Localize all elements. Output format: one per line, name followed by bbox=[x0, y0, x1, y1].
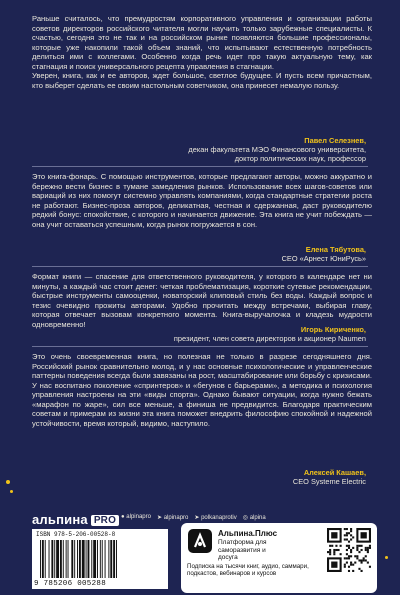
quote-3-text: Формат книги — спасение для ответственного руководителя, у которого в календаре нет ни минуты, а каждый час стоит денег: четкая проблематизация, короткие сутевые рекомендации, быстрые инструменты самооценки, новаторский клиповый стиль без воды. Каждый вопрос и тезис очевидно прожиты авторами. Удобно прочитать между встречами, выбирая главу, которая отвечает вызовам конкретного момента. Книга-выручалочка и кладезь мудрости одновременно! bbox=[32, 272, 372, 329]
instagram-handle: ◎ alpina bbox=[242, 515, 266, 521]
social-links bbox=[121, 514, 266, 521]
signature-2-name: Елена Тябутова, bbox=[305, 245, 366, 254]
barcode-number: 9 785206 005288 bbox=[34, 580, 107, 588]
isbn-text: ISBN 978-5-206-00528-8 bbox=[36, 531, 116, 538]
divider bbox=[32, 346, 368, 347]
alpina-plus-subtitle: Платформа для саморазвития и досуга bbox=[218, 539, 267, 561]
divider bbox=[32, 166, 368, 167]
decorative-dot bbox=[10, 490, 13, 493]
alpina-plus-title: Альпина.Плюс bbox=[218, 529, 278, 538]
decorative-dot bbox=[385, 556, 388, 559]
signature-2-role-1: CEO «Арнест ЮниРусь» bbox=[281, 254, 366, 264]
alpina-plus-card bbox=[181, 523, 377, 593]
alpina-plus-description: Подписка на тысячи книг, аудио, саммари, подкастов, вебинаров и курсов bbox=[187, 563, 309, 578]
signature-1-role-2: доктор политических наук, профессор bbox=[234, 154, 366, 164]
signature-1 bbox=[188, 136, 366, 164]
barcode bbox=[32, 529, 168, 589]
publisher-badge: PRO bbox=[91, 515, 119, 526]
signature-4-name: Алексей Кашаев, bbox=[303, 468, 366, 477]
quote-1-text-2: Уверен, книга, как и ее авторов, ждет большое, светлое будущее. И пусть всем причастным, кто выберет сделать ее своим настольным советчиком, она принесет немалую пользу. bbox=[32, 71, 372, 90]
signature-3 bbox=[174, 325, 366, 343]
publisher-logo bbox=[32, 512, 119, 527]
vk-handle: ● alpinapro bbox=[121, 514, 151, 520]
quote-4 bbox=[32, 352, 372, 428]
signature-3-role-1: президент, член совета директоров и акционер Naumen bbox=[173, 334, 366, 344]
quote-2 bbox=[32, 172, 372, 229]
signature-3-name: Игорь Кириченко, bbox=[300, 325, 366, 334]
publisher-name: альпина bbox=[32, 512, 88, 527]
telegram-handle: ➤ polkanaprotiv bbox=[194, 515, 237, 521]
signature-4-role-1: CEO Systeme Electric bbox=[292, 477, 366, 487]
quote-2-text: Это книга-фонарь. С помощью инструментов, которые предлагают авторы, можно аккуратно и бережно вести бизнес в тумане замедления рынков. Использование всех шагов-советов или вариаций из них помогут системно управлять компаниями, когда стандартные стратегии роста не работают. Бизнес-проза авторов, деликатная, честная и сдержанная, даст руководителю редкий бонус: спокойствие, с которого и начинается движение. Эта книга не учит побеждать — она учит оставаться успешным, когда рынок погружается в сон. bbox=[32, 172, 372, 229]
divider bbox=[32, 266, 368, 267]
telegram-handle: ➤ alpinapro bbox=[156, 515, 189, 521]
signature-4 bbox=[293, 468, 366, 486]
qr-code-icon bbox=[327, 528, 371, 572]
quote-1 bbox=[32, 14, 372, 90]
quote-3 bbox=[32, 272, 372, 329]
signature-2 bbox=[282, 245, 366, 263]
signature-1-name: Павел Селезнев, bbox=[304, 136, 366, 145]
decorative-dot bbox=[6, 480, 10, 484]
signature-1-role-1: декан факультета МЭО Финансового университета, bbox=[188, 145, 366, 155]
quote-4-text: Это очень своевременная книга, но полезная не только в разрезе сегодняшнего дня. Российский рынок сравнительно молод, и у нас основные психологические и управленческие паттерны поведения всегда были завязаны на рост, масштабирование или борьбу с кризисами. У нас воспитано поколение «спринтеров» и «бегунов с барьерами», а методика и психология управления настроены на эти «виды спорта». Однако бывают ситуации, когда нужно бежать «марафон по жаре», сил все меньше, а финиша не предвидится. Благодаря практическим советам и примерам из жизни эта книга поможет внедрить философию спокойной и надежной устойчивости, время который, видимо, наступило. bbox=[32, 352, 372, 428]
alpina-plus-icon bbox=[188, 529, 212, 553]
barcode-bars bbox=[38, 540, 162, 578]
quote-1-text: Раньше считалось, что премудростям корпоративного управления и организации работы советов директоров российского читателя могли научить только зарубежные специалисты. К счастью, сегодня это не так и на российском рынке появляются большие профессионалы, которые уже накопили такой объем знаний, что испытывают естественную потребность делиться ими с коллегами. Особенно когда речь идет про такую актуальную тему, как стагнация и поиск универсального рецепта управления в стагнации. bbox=[32, 14, 372, 71]
